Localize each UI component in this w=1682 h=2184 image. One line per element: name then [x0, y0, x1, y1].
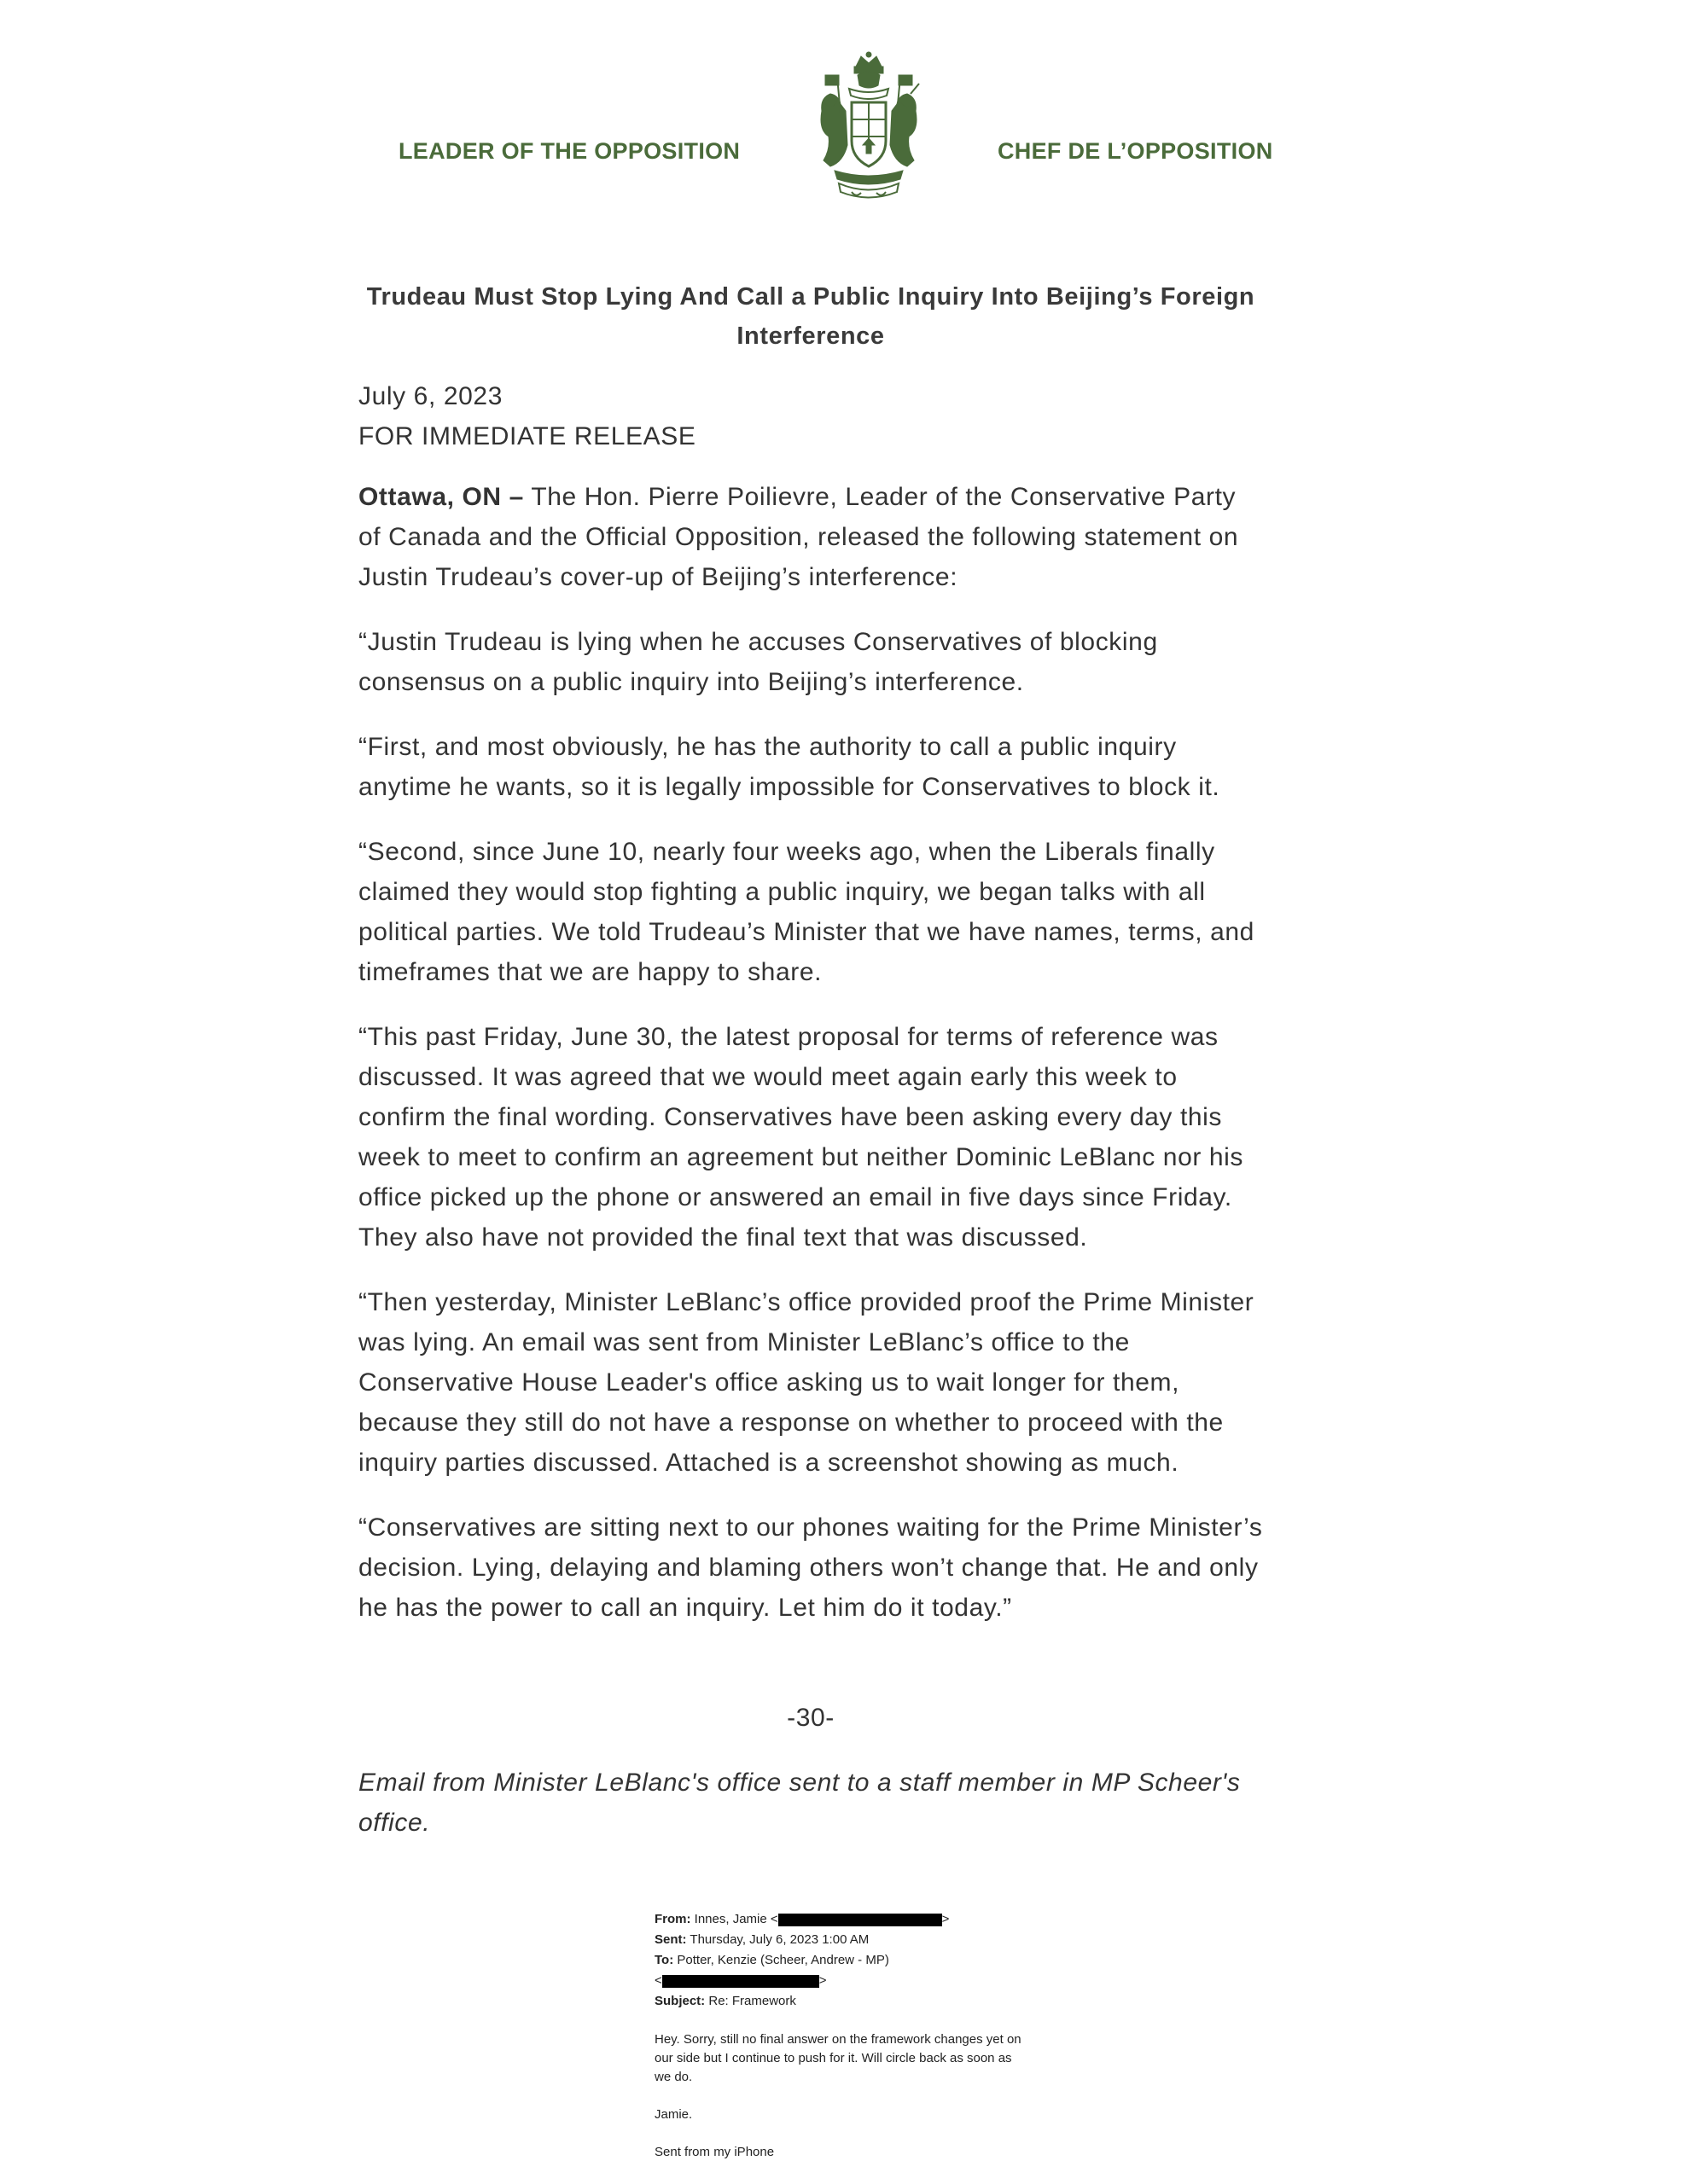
press-release: [358, 277, 1263, 1843]
email-from-close: >: [941, 1912, 950, 1926]
email-signature: Jamie.: [655, 2107, 693, 2122]
email-sent-label: Sent:: [655, 1932, 687, 1947]
email-screenshot: [655, 1909, 1030, 2181]
email-to-row: [655, 1950, 1030, 1971]
release-dateline: Ottawa, ON –: [358, 483, 524, 511]
email-to-address-row: [655, 1971, 1030, 1991]
release-paragraph: “Then yesterday, Minister LeBlanc’s office provided proof the Prime Minister was lying. An email was sent from Minister LeBlanc’s office to the Conservative House Leader's office asking us to wait longer for them, because they still do not have a response on whether to proceed with the inquiry parties discussed. Attached is a screenshot showing as much.: [358, 1288, 1254, 1477]
release-paragraph: “First, and most obviously, he has the authority to call a public inquiry anytime he wants, so it is legally impossible for Conservatives to block it.: [358, 733, 1220, 801]
email-subject-value: Re: Framework: [708, 1994, 796, 2008]
email-to-value: Potter, Kenzie (Scheer, Andrew - MP): [677, 1953, 889, 1967]
release-intro: [358, 477, 1263, 597]
end-mark: -30-: [787, 1704, 835, 1732]
release-paragraph: “Second, since June 10, nearly four weeks ago, when the Liberals finally claimed they would stop fighting a public inquiry, we began talks with all political parties. We told Trudeau’s Minister that we have names, terms, and timeframes that we are happy to share.: [358, 838, 1254, 986]
redaction-bar: [662, 1975, 819, 1988]
letterhead-left-title: LEADER OF THE OPPOSITION: [399, 138, 741, 164]
email-to-open: <: [655, 1973, 662, 1988]
email-subject-row: [655, 1991, 1030, 2012]
release-date: July 6, 2023: [358, 382, 503, 410]
email-subject-label: Subject:: [655, 1994, 706, 2008]
release-paragraph: “Conservatives are sitting next to our phones waiting for the Prime Minister’s decision. Lying, delaying and blaming others won’t change that. He and only he has the power to call an inquiry. Let him do it today.”: [358, 1513, 1263, 1622]
release-label: FOR IMMEDIATE RELEASE: [358, 422, 696, 450]
email-to-label: To:: [655, 1953, 674, 1967]
letterhead-right-title: CHEF DE L’OPPOSITION: [998, 138, 1273, 164]
email-from-value: Innes, Jamie <: [694, 1912, 778, 1926]
email-to-close: >: [818, 1973, 827, 1988]
email-from-label: From:: [655, 1912, 691, 1926]
release-title: Trudeau Must Stop Lying And Call a Public Inquiry Into Beijing’s Foreign Interference: [366, 283, 1255, 350]
email-from-row: [655, 1909, 1030, 1930]
release-paragraph: “Justin Trudeau is lying when he accuses Conservatives of blocking consensus on a public inquiry into Beijing’s interference.: [358, 628, 1158, 696]
email-footer: Sent from my iPhone: [655, 2145, 775, 2159]
email-caption: Email from Minister LeBlanc's office sent to a staff member in MP Scheer's office.: [358, 1769, 1241, 1837]
email-sent-value: Thursday, July 6, 2023 1:00 AM: [690, 1932, 870, 1947]
release-meta: [358, 376, 1263, 456]
letterhead: [0, 51, 1682, 213]
email-body-paragraph: Hey. Sorry, still no final answer on the framework changes yet on our side but I continue to push for it. Will circle back as soon as we do.: [655, 2032, 1021, 2084]
release-intro-text: The Hon. Pierre Poilievre, Leader of the Conservative Party of Canada and the Official Opposition, released the following statement on Justin Trudeau’s cover-up of Beijing’s interference:: [358, 483, 1239, 591]
redaction-bar: [778, 1914, 942, 1926]
release-paragraph: “This past Friday, June 30, the latest proposal for terms of reference was discussed. It was agreed that we would meet again early this week to confirm the final wording. Conservatives have been asking every day this week to meet to confirm an agreement but neither Dominic LeBlanc nor his office picked up the phone or answered an email in five days since Friday. They also have not provided the final text that was discussed.: [358, 1023, 1244, 1252]
canada-coat-of-arms-icon: [805, 51, 933, 205]
email-sent-row: [655, 1930, 1030, 1950]
email-body: [655, 2030, 1030, 2162]
